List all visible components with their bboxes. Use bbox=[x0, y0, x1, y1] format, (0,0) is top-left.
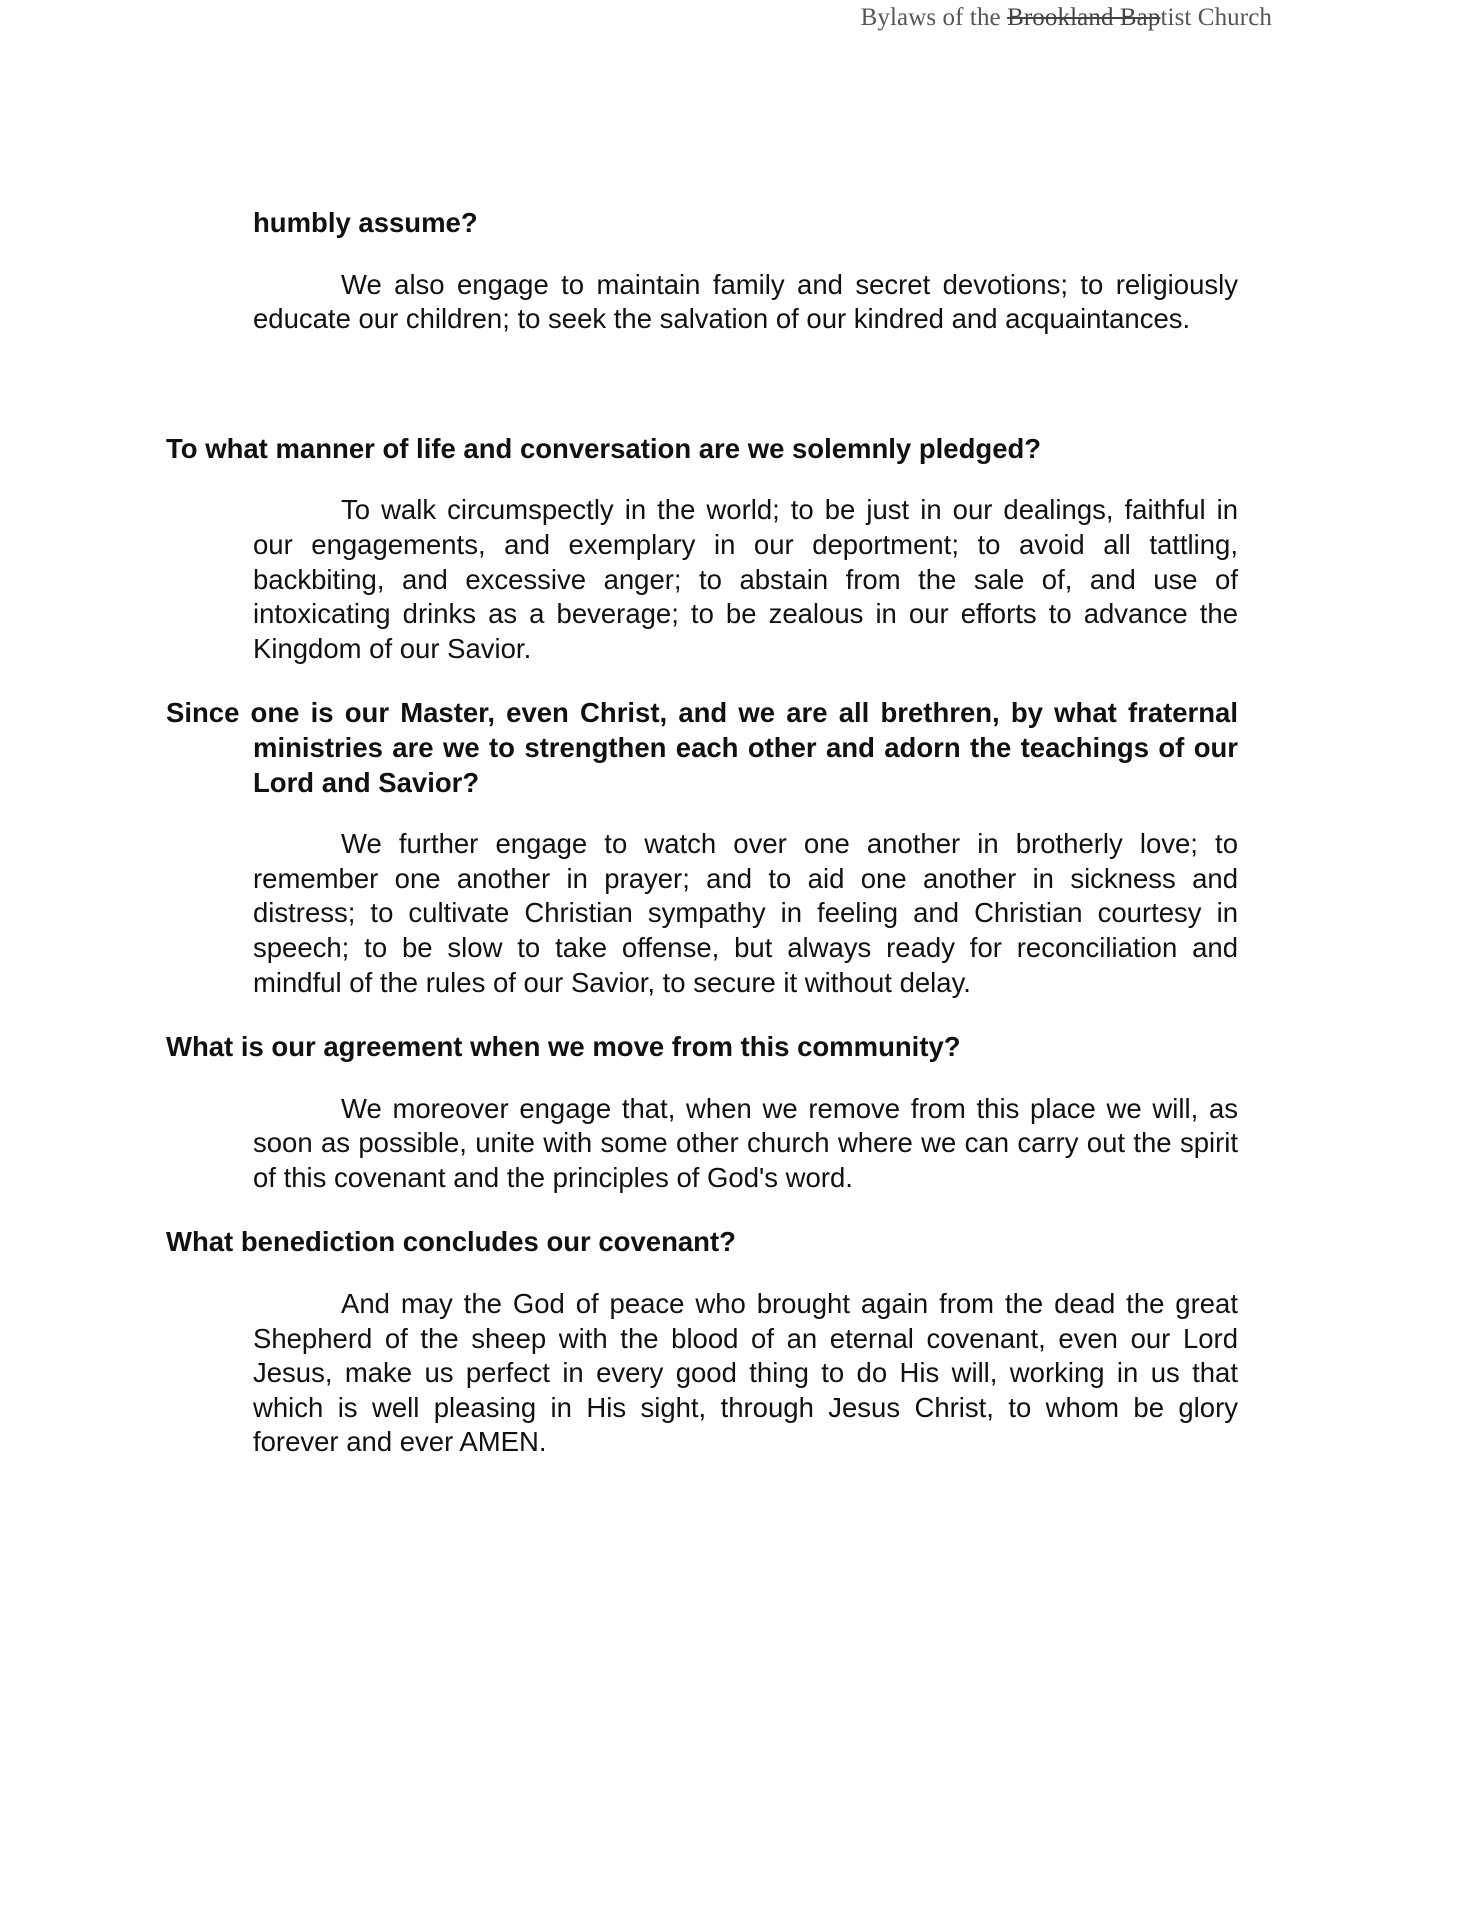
answer-moving-agreement: We moreover engage that, when we remove from this place we will, as soon as possible, unite with some other church where we can carry out the spirit of this covenant and the principles of God's word. bbox=[253, 1092, 1238, 1193]
question-continuation: humbly assume? bbox=[253, 207, 478, 238]
answer-benediction: And may the God of peace who brought again from the dead the great Shepherd of the sheep with the blood of an eternal covenant, even our Lord Jesus, make us perfect in every good thing to do His will, working in us that which is well pleasing in His sight, through Jesus Christ, to whom be glory forever and ever AMEN. bbox=[253, 1288, 1238, 1458]
document-body bbox=[166, 206, 1238, 1460]
answer-fraternal-ministries: We further engage to watch over one another in brotherly love; to remember one another in prayer; and to aid one another in sickness and distress; to cultivate Christian sympathy in feeling and Christian courtesy in speech; to be slow to take offense, but always ready for reconciliation and mindful of the rules of our Savior, to secure it without delay. bbox=[253, 828, 1238, 998]
header-prefix: Bylaws of the bbox=[860, 4, 1008, 31]
question-fraternal-ministries: Since one is our Master, even Christ, and we are all brethren, by what fraternal ministries are we to strengthen each other and adorn the teachings of our Lord and Savior? bbox=[166, 697, 1238, 798]
question-manner-of-life: To what manner of life and conversation are we solemnly pledged? bbox=[166, 432, 1042, 464]
header-suffix: tist Church bbox=[1160, 4, 1272, 31]
question-moving-agreement: What is our agreement when we move from this community? bbox=[166, 1031, 961, 1063]
answer-manner-of-life: To walk circumspectly in the world; to be just in our dealings, faithful in our engagements, and exemplary in our deportment; to avoid all tattling, backbiting, and excessive anger; to abstain from the sale of, and use of intoxicating drinks as a beverage; to be zealous in our efforts to advance the Kingdom of our Savior. bbox=[253, 494, 1238, 664]
question-benediction: What benediction concludes our covenant? bbox=[166, 1226, 736, 1258]
answer-devotions: We also engage to maintain family and secret devotions; to religiously educate our children; to seek the salvation of our kindred and acquaintances. bbox=[253, 268, 1238, 335]
running-header bbox=[861, 4, 1272, 32]
header-struck-text: Brookland Bap bbox=[1007, 4, 1161, 31]
